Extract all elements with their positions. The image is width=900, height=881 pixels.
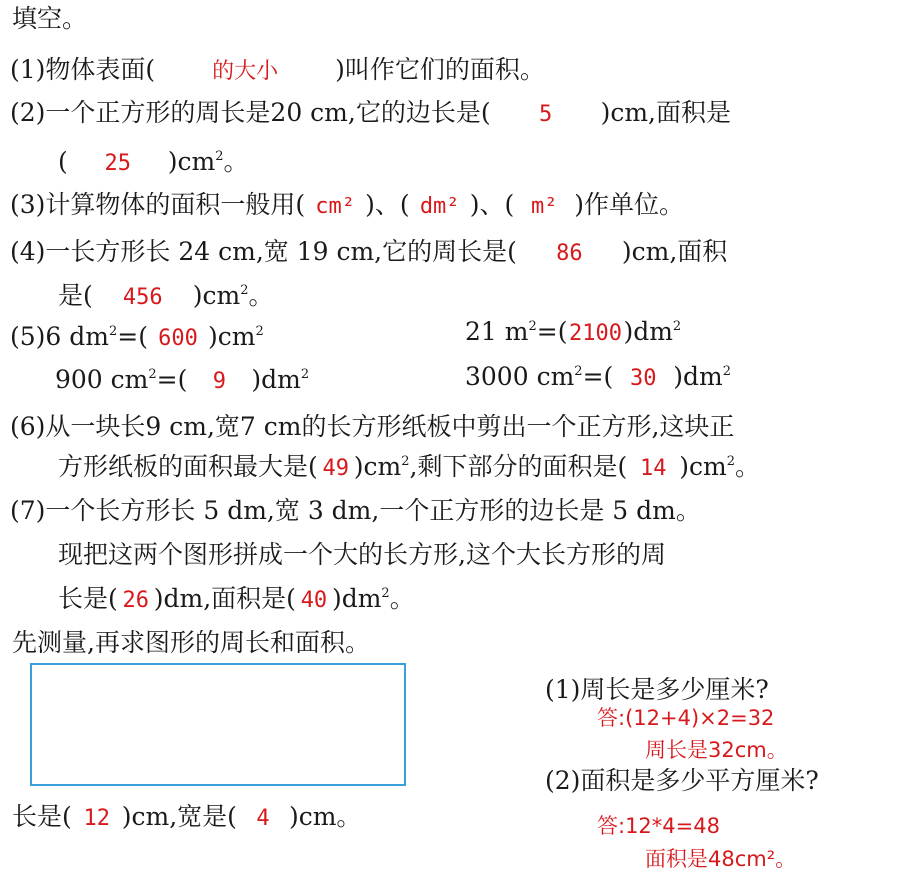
sub-question-1: (1)周长是多少厘米? <box>545 675 769 704</box>
q4-answer-area: 456 <box>122 285 163 310</box>
q2-sup: 2 <box>215 149 224 164</box>
q7-text-mid: )dm,面积是( <box>153 584 296 613</box>
sub-answer-2-result: 面积是48cm²。 <box>645 847 797 871</box>
question-5d <box>465 360 731 396</box>
section-title-measure: 先测量,再求图形的周长和面积。 <box>12 628 370 657</box>
q2-end: 。 <box>223 147 249 176</box>
q5c-pre: 900 cm <box>55 365 149 394</box>
q5d-answer: 30 <box>630 366 657 391</box>
question-4-line1 <box>10 235 727 271</box>
q6-end: 。 <box>734 452 760 481</box>
q5b-sup1: 2 <box>528 319 537 334</box>
q5c-post: )dm <box>251 365 301 394</box>
measure-answer-line <box>12 800 361 836</box>
measure-answer-length: 12 <box>83 806 111 831</box>
question-5c <box>55 363 309 399</box>
q5c-eq: =( <box>156 365 188 394</box>
section-title-fill-blanks: 填空。 <box>12 4 88 33</box>
q5a-sup1: 2 <box>108 324 118 339</box>
q6-answer-square: 49 <box>322 456 350 481</box>
question-7-line1: (7)一个长方形长 5 dm,宽 3 dm,一个正方形的边长是 5 dm。 <box>10 496 701 525</box>
q2-text-pre2: ( <box>58 147 68 176</box>
measure-text-mid: )cm,宽是( <box>121 802 237 831</box>
measure-rectangle <box>30 663 406 786</box>
q3-text-post: )作单位。 <box>574 190 684 219</box>
q5c-sup1: 2 <box>148 367 157 382</box>
q5a-post: )cm <box>207 322 256 351</box>
q5a-answer: 600 <box>158 326 198 351</box>
q7-answer-area: 40 <box>300 588 328 613</box>
sub-question-2: (2)面积是多少平方厘米? <box>545 766 819 795</box>
sub-answer-2-formula: 答:12*4=48 <box>597 814 720 838</box>
q2-answer-area: 25 <box>104 151 132 176</box>
q2-text-post2: )cm <box>167 147 216 176</box>
q6-text-post: )cm <box>679 452 727 481</box>
q3-answer-1: cm² <box>315 194 356 219</box>
question-4-line2 <box>58 279 274 315</box>
q4-text-mid: )cm,面积 <box>621 237 728 266</box>
q5b-pre: 21 m <box>465 317 529 346</box>
q2-answer-side: 5 <box>538 102 553 127</box>
q6-sup2: 2 <box>726 454 735 469</box>
q7-answer-perimeter: 26 <box>122 588 150 613</box>
q4-text-post2: )cm <box>192 281 241 310</box>
q5d-eq: =( <box>582 362 614 391</box>
q4-text-pre: (4)一长方形长 24 cm,宽 19 cm,它的周长是( <box>10 237 517 266</box>
q5b-sup2: 2 <box>672 319 682 334</box>
q5c-sup2: 2 <box>300 367 310 382</box>
q5d-sup1: 2 <box>574 364 583 379</box>
q3-text-pre: (3)计算物体的面积一般用( <box>10 190 306 219</box>
q5b-eq: =( <box>536 317 568 346</box>
q7-text-post: )dm <box>331 584 382 613</box>
question-3 <box>10 188 684 224</box>
q6-sup1: 2 <box>401 454 410 469</box>
q5d-pre: 3000 cm <box>465 362 575 391</box>
q2-text-mid: )cm,面积是 <box>600 98 732 127</box>
q6-answer-remaining: 14 <box>639 456 667 481</box>
q3-sep-2: )、( <box>469 190 515 219</box>
q4-end: 。 <box>248 281 274 310</box>
q5a-eq: =( <box>117 322 148 351</box>
measure-text-post: )cm。 <box>288 802 362 831</box>
question-2-line1 <box>10 96 731 132</box>
q6-text-mid2: ,剩下部分的面积是( <box>409 452 628 481</box>
question-5b <box>465 315 681 351</box>
measure-answer-width: 4 <box>256 806 270 831</box>
q6-text-pre: 方形纸板的面积最大是( <box>58 452 318 481</box>
question-7-line3 <box>58 582 415 618</box>
sub-answer-1-formula: 答:(12+4)×2=32 <box>597 706 775 730</box>
q4-sup: 2 <box>240 283 249 298</box>
q4-text-pre2: 是( <box>58 281 93 310</box>
measure-text-pre: 长是( <box>12 802 72 831</box>
q5d-sup2: 2 <box>722 364 732 379</box>
q7-text-pre: 长是( <box>58 584 118 613</box>
q1-text-post: )叫作它们的面积。 <box>335 55 545 84</box>
q5b-post: )dm <box>623 317 673 346</box>
q5a-sup2: 2 <box>255 324 264 339</box>
q5c-answer: 9 <box>212 369 226 394</box>
q4-answer-perimeter: 86 <box>556 241 583 266</box>
q1-text-pre: (1)物体表面( <box>10 55 156 84</box>
q3-answer-2: dm² <box>419 194 460 219</box>
q5d-post: )dm <box>673 362 723 391</box>
question-5a <box>10 320 264 356</box>
q2-text-pre: (2)一个正方形的周长是20 cm,它的边长是( <box>10 98 491 127</box>
q3-sep-1: )、( <box>365 190 410 219</box>
q7-end: 。 <box>389 584 415 613</box>
q7-sup: 2 <box>381 586 390 601</box>
question-6-line2 <box>58 450 760 486</box>
question-6-line1: (6)从一块长9 cm,宽7 cm的长方形纸板中剪出一个正方形,这块正 <box>10 412 735 441</box>
question-7-line2: 现把这两个图形拼成一个大的长方形,这个大长方形的周 <box>58 540 666 569</box>
q6-text-mid: )cm <box>353 452 402 481</box>
q5b-answer: 2100 <box>568 321 622 346</box>
question-1 <box>10 53 545 89</box>
question-2-line2 <box>58 145 249 181</box>
q3-answer-3: m² <box>530 194 558 219</box>
sub-answer-1-result: 周长是32cm。 <box>645 738 788 762</box>
q1-answer: 的大小 <box>212 59 279 84</box>
q5a-pre: (5)6 dm <box>10 322 109 351</box>
